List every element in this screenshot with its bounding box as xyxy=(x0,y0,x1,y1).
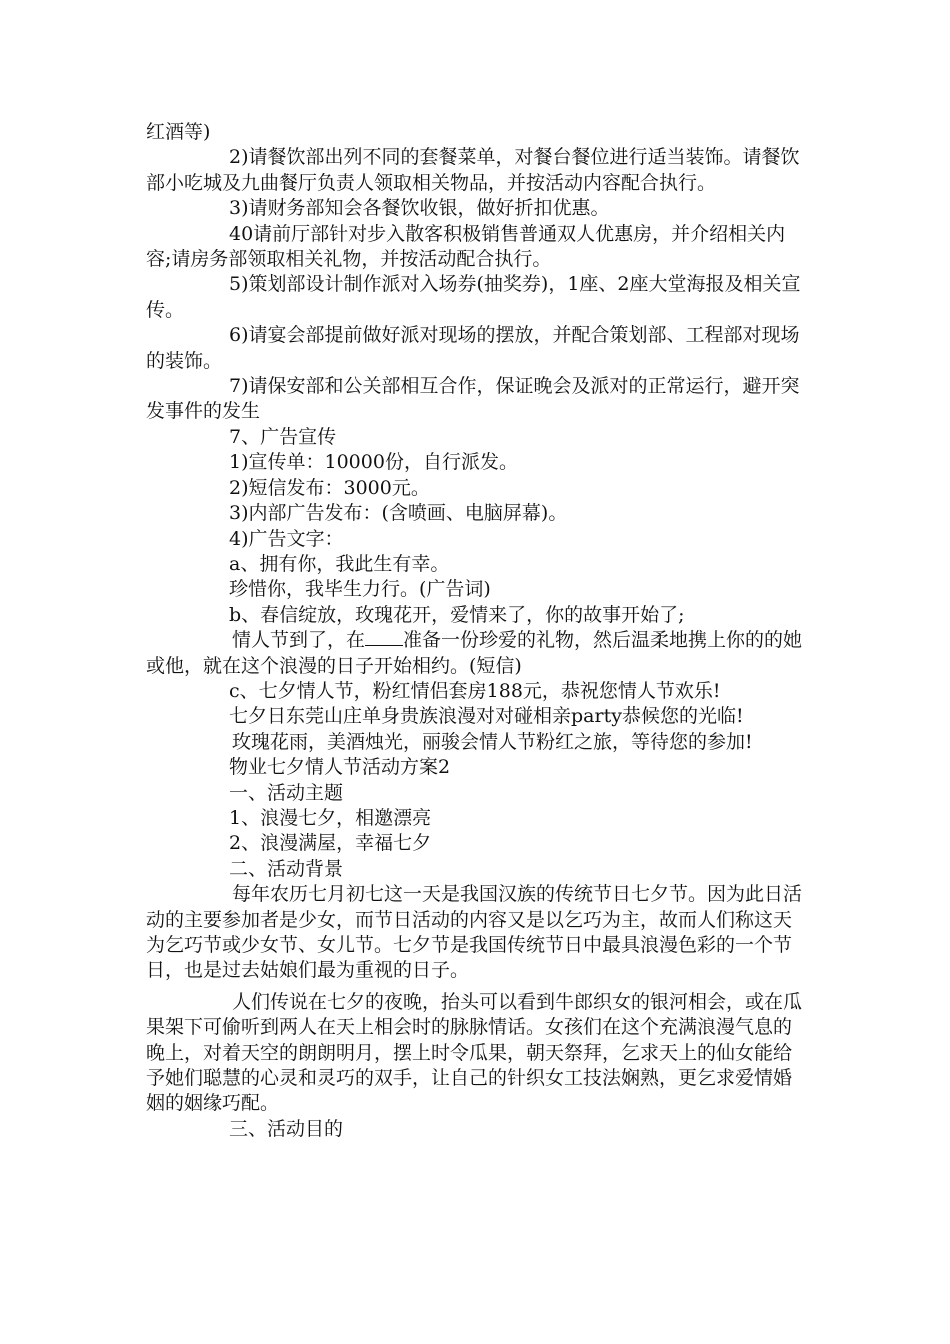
section-heading: 一、活动主题 xyxy=(229,781,344,804)
ad-copy-line: c、七夕情人节，粉红情侣套房188元，恭祝您情人节欢乐! xyxy=(229,679,721,702)
ad-copy-line: 珍惜你，我毕生力行。(广告词) xyxy=(229,578,491,601)
paragraph: 红酒等) xyxy=(146,121,211,143)
ad-copy-line: 七夕日东莞山庄单身贵族浪漫对对碰相亲party恭候您的光临! xyxy=(229,705,744,728)
paragraph: 6)请宴会部提前做好派对现场的摆放，并配合策划部、工程部对现场的装饰。 xyxy=(146,324,800,372)
list-item: 1、浪漫七夕，相邀漂亮 xyxy=(229,806,432,829)
list-item: 2)短信发布：3000元。 xyxy=(229,476,430,499)
paragraph: 3)请财务部知会各餐饮收银，做好折扣优惠。 xyxy=(229,197,610,220)
paragraph: 5)策划部设计制作派对入场券(抽奖券)，1座、2座大堂海报及相关宣传。 xyxy=(146,273,801,321)
ad-copy-line: b、春信绽放，玫瑰花开，爱情来了，你的故事开始了; xyxy=(229,603,685,626)
list-item: 3)内部广告发布：(含喷画、电脑屏幕)。 xyxy=(229,502,568,525)
paragraph: 人们传说在七夕的夜晚，抬头可以看到牛郎织女的银河相会，或在瓜果架下可偷听到两人在天上相会时的脉脉情话。女孩们在这个充满浪漫气息的晚上，对着天空的朗朗明月，摆上时令瓜果，朝天祭拜，乞求天上的仙女能给予她们聪慧的心灵和灵巧的双手，让自己的针织女工技法娴熟，更乞求爱情婚姻的姻缘巧配。 xyxy=(146,990,803,1115)
list-item: 1)宣传单：10000份，自行派发。 xyxy=(229,451,518,474)
paragraph: 7)请保安部和公关部相互合作，保证晚会及派对的正常运行，避开突发事件的发生 xyxy=(146,375,800,423)
document-body xyxy=(146,120,806,1142)
fill-in-blank xyxy=(365,628,403,646)
paragraph: 40请前厅部针对步入散客积极销售普通双人优惠房，并介绍相关内容;请房务部领取相关礼物，并按活动配合执行。 xyxy=(146,222,786,271)
sms-copy-before: 情人节到了，在 xyxy=(232,629,366,652)
ad-copy-line: 玫瑰花雨，美酒烛光，丽骏会情人节粉红之旅，等待您的参加! xyxy=(232,730,753,753)
sms-copy-after: 准备一份珍爱的礼物，然后温柔地携上你的的她或他，就在这个浪漫的日子开始相约。(短信) xyxy=(146,629,803,677)
paragraph: 2)请餐饮部出列不同的套餐菜单，对餐台餐位进行适当装饰。请餐饮部小吃城及九曲餐厅负责人领取相关物品，并按活动内容配合执行。 xyxy=(146,146,800,194)
sms-copy xyxy=(146,628,806,679)
section-heading: 二、活动背景 xyxy=(229,857,344,880)
section-title: 物业七夕情人节活动方案2 xyxy=(229,756,451,779)
list-item: 4)广告文字： xyxy=(229,527,344,550)
list-item: 2、浪漫满屋，幸福七夕 xyxy=(229,832,432,855)
section-heading: 三、活动目的 xyxy=(229,1117,344,1140)
section-heading: 7、广告宣传 xyxy=(229,425,337,448)
paragraph: 每年农历七月初七这一天是我国汉族的传统节日七夕节。因为此日活动的主要参加者是少女，而节日活动的内容又是以乞巧为主，故而人们称这天为乞巧节或少女节、女儿节。七夕节是我国传统节日中最具浪漫色彩的一个节日，也是过去姑娘们最为重视的日子。 xyxy=(146,883,803,982)
ad-copy-line: a、拥有你，我此生有幸。 xyxy=(229,552,450,575)
